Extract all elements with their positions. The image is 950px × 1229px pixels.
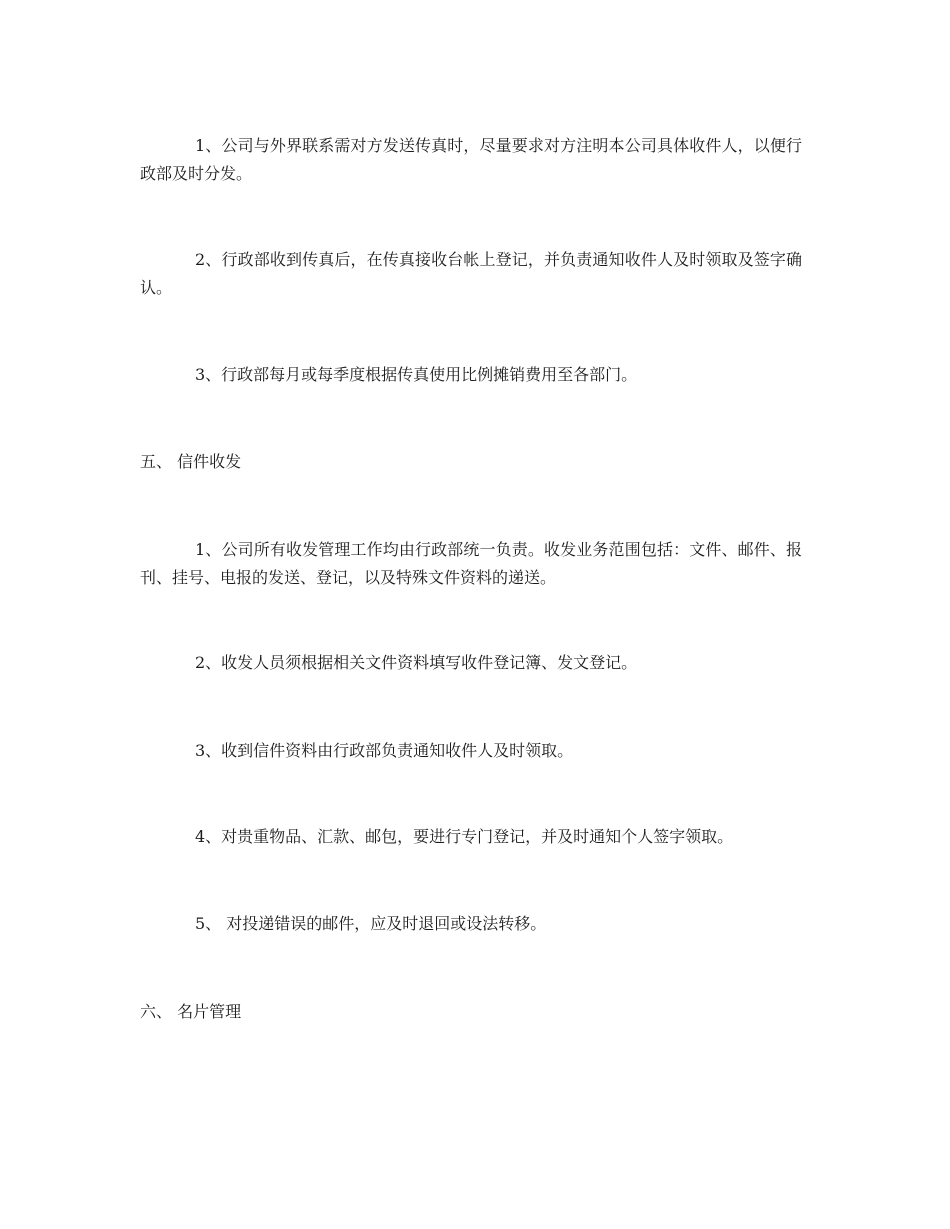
letter-item-4: 4、对贵重物品、汇款、邮包，要进行专门登记，并及时通知个人签字领取。 (195, 827, 734, 846)
fax-item-3: 3、行政部每月或每季度根据传真使用比例摊销费用至各部门。 (195, 365, 638, 384)
section-six-title: 六、 名片管理 (140, 1002, 242, 1021)
section-five-title: 五、 信件收发 (140, 452, 242, 471)
letter-item-3: 3、收到信件资料由行政部负责通知收件人及时领取。 (195, 741, 574, 760)
letter-item-1: 1、公司所有收发管理工作均由行政部统一负责。收发业务范围包括：文件、邮件、报刊、挂号、电报的发送、登记，以及特殊文件资料的递送。 (140, 540, 802, 587)
letter-item-2: 2、收发人员须根据相关文件资料填写收件登记簿、发文登记。 (195, 653, 638, 672)
letter-item-5: 5、 对投递错误的邮件，应及时退回或设法转移。 (195, 914, 547, 933)
fax-item-1: 1、公司与外界联系需对方发送传真时，尽量要求对方注明本公司具体收件人，以便行政部及时分发。 (140, 136, 802, 183)
fax-item-2: 2、行政部收到传真后，在传真接收台帐上登记，并负责通知收件人及时领取及签字确认。 (140, 250, 802, 297)
